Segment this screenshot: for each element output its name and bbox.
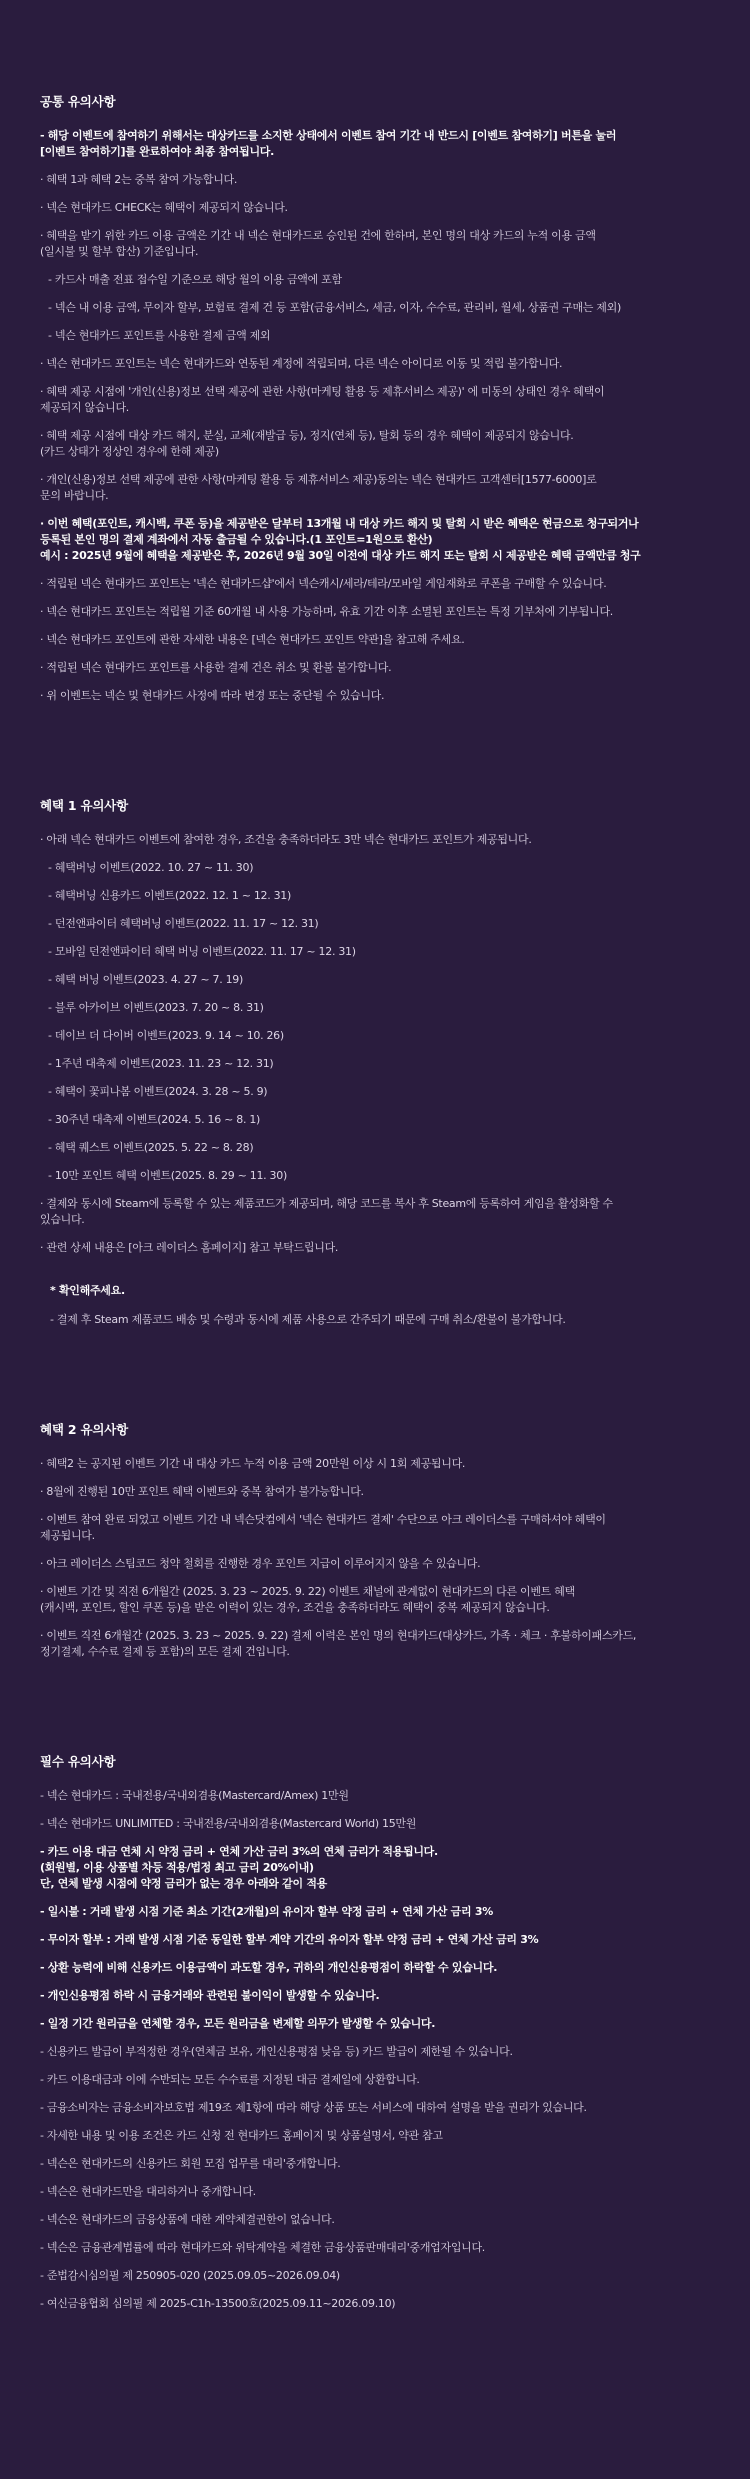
notice-item: · 이벤트 직전 6개월간 (2025. 3. 23 ~ 2025. 9. 22) 결제 이력은 본인 명의 현대카드(대상카드, 가족 · 체크 · 후불하이패스카드, 정기결제, 수수료 결제 등 포함)의 모든 결제 건입니다. [40,1629,637,1658]
section-title: 혜택 1 유의사항 [40,798,129,813]
notice-item: - 해당 이벤트에 참여하기 위해서는 대상카드를 소지한 상태에서 이벤트 참여 기간 내 반드시 [이벤트 참여하기] 버튼을 눌러 [이벤트 참여하기]를 완료하여야 최종 참여됩니다. [40,129,617,158]
confirm-item: - 결제 후 Steam 제품코드 배송 및 수령과 동시에 제품 사용으로 간주되기 때문에 구매 취소/환불이 불가합니다. [50,1313,566,1326]
notice-item: - 1주년 대축제 이벤트(2023. 11. 23 ~ 12. 31) [48,1057,274,1070]
notice-item: - 넥슨 현대카드 : 국내전용/국내외겸용(Mastercard/Amex) 1만원 [40,1789,349,1802]
notice-item: - 무이자 할부 : 거래 발생 시점 기준 동일한 할부 계약 기간의 유이자 할부 약정 금리 + 연체 가산 금리 3% [40,1933,539,1946]
section-title: 혜택 2 유의사항 [40,1422,129,1437]
notice-item: · 혜택 1과 혜택 2는 중복 참여 가능합니다. [40,173,238,186]
notice-item: · 8월에 진행된 10만 포인트 혜택 이벤트와 중복 참여가 불가능합니다. [40,1485,364,1498]
notice-item: - 넥슨은 현대카드의 신용카드 회원 모집 업무를 대리'중개합니다. [40,2157,341,2170]
notice-item: - 상환 능력에 비해 신용카드 이용금액이 과도할 경우, 귀하의 개인신용평점이 하락할 수 있습니다. [40,1961,498,1974]
notice-item: - 던전앤파이터 혜택버닝 이벤트(2022. 11. 17 ~ 12. 31) [48,917,319,930]
notice-item: · 결제와 동시에 Steam에 등록할 수 있는 제품코드가 제공되며, 해당 코드를 복사 후 Steam에 등록하여 게임을 활성화할 수 있습니다. [40,1197,613,1226]
notice-item: · 적립된 넥슨 현대카드 포인트를 사용한 결제 건은 취소 및 환불 불가합니다. [40,661,392,674]
notice-list [40,832,710,1256]
required-notice-section [40,1752,710,2312]
notice-item: · 이번 혜택(포인트, 캐시백, 쿠폰 등)을 제공받은 달부터 13개월 내 대상 카드 해지 및 탈회 시 받은 혜택은 현금으로 청구되거나 등록된 본인 명의 결제 계좌에서 자동 출금될 수 있습니다.(1 포인트=1원으로 환산) 예시 : 2025년 9월에 혜택을 제공받은 후, 2026년 9월 30일 이전에 대상 카드 해지 또는 탈회 시 제공받은 혜택 금액만큼 청구 [40,517,641,562]
notice-item: - 일정 기간 원리금을 연체할 경우, 모든 원리금을 변제할 의무가 발생할 수 있습니다. [40,2017,436,2030]
notice-item: - 블루 아카이브 이벤트(2023. 7. 20 ~ 8. 31) [48,1001,264,1014]
notice-item: - 30주년 대축제 이벤트(2024. 5. 16 ~ 8. 1) [48,1113,261,1126]
notice-item: · 이벤트 기간 및 직전 6개월간 (2025. 3. 23 ~ 2025. 9. 22) 이벤트 채널에 관계없이 현대카드의 다른 이벤트 혜택 (캐시백, 포인트, 할인 쿠폰 등)을 받은 이력이 있는 경우, 조건을 충족하더라도 혜택이 중복 제공되지 않습니다. [40,1585,575,1614]
benefit2-notice-section [40,1420,710,1660]
notice-item: - 넥슨은 금융관계법률에 따라 현대카드와 위탁계약을 체결한 금융상품판매대리'중개업자입니다. [40,2241,486,2254]
notice-item: - 일시불 : 거래 발생 시점 기준 최소 기간(2개월)의 유이자 할부 약정 금리 + 연체 가산 금리 3% [40,1905,493,1918]
notice-item: · 아크 레이더스 스팀코드 청약 철회를 진행한 경우 포인트 지급이 이루어지지 않을 수 있습니다. [40,1557,481,1570]
notice-item: · 관련 상세 내용은 [아크 레이더스 홈페이지] 참고 부탁드립니다. [40,1241,339,1254]
notice-item: · 개인(신용)정보 선택 제공에 관한 사항(마케팅 활용 등 제휴서비스 제공)동의는 넥슨 현대카드 고객센터[1577-6000]로 문의 바랍니다. [40,473,597,502]
notice-item: - 넥슨은 현대카드의 금융상품에 대한 계약체결권한이 없습니다. [40,2213,335,2226]
notice-item: - 혜택 퀘스트 이벤트(2025. 5. 22 ~ 8. 28) [48,1141,254,1154]
notice-item: · 혜택을 받기 위한 카드 이용 금액은 기간 내 넥슨 현대카드로 승인된 건에 한하며, 본인 명의 대상 카드의 누적 이용 금액 (일시불 및 할부 합산) 기준입니다. [40,229,596,258]
notice-item: · 넥슨 현대카드 포인트는 넥슨 현대카드와 연동된 계정에 적립되며, 다른 넥슨 아이디로 이동 및 적립 불가합니다. [40,357,563,370]
benefit1-notice-section [40,796,710,1328]
notice-item: · 위 이벤트는 넥슨 및 현대카드 사정에 따라 변경 또는 중단될 수 있습니다. [40,689,385,702]
notice-item: · 적립된 넥슨 현대카드 포인트는 '넥슨 현대카드샵'에서 넥슨캐시/세라/테라/모바일 게임재화로 쿠폰을 구매할 수 있습니다. [40,577,607,590]
notice-list [40,128,710,704]
notice-item: - 여신금융협회 심의필 제 2025-C1h-13500호(2025.09.11~2026.09.10) [40,2297,396,2310]
notice-item: - 넥슨 내 이용 금액, 무이자 할부, 보험료 결제 건 등 포함(금융서비스, 세금, 이자, 수수료, 관리비, 월세, 상품권 구매는 제외) [48,301,621,314]
notice-item: - 넥슨 현대카드 UNLIMITED : 국내전용/국내외겸용(Mastercard World) 15만원 [40,1817,417,1830]
confirm-title: * 확인해주세요. [50,1284,125,1297]
notice-list [40,1788,710,2312]
notice-item: - 자세한 내용 및 이용 조건은 카드 신청 전 현대카드 홈페이지 및 상품설명서, 약관 참고 [40,2129,443,2142]
common-notice-section [40,92,710,704]
notice-item: - 카드사 매출 전표 접수일 기준으로 해당 월의 이용 금액에 포함 [48,273,342,286]
notice-item: · 혜택2 는 공지된 이벤트 기간 내 대상 카드 누적 이용 금액 20만원 이상 시 1회 제공됩니다. [40,1457,466,1470]
notice-item: - 개인신용평점 하락 시 금융거래와 관련된 불이익이 발생할 수 있습니다. [40,1989,380,2002]
notice-item: · 넥슨 현대카드 포인트에 관한 자세한 내용은 [넥슨 현대카드 포인트 약관]을 참고해 주세요. [40,633,465,646]
notice-item: - 모바일 던전앤파이터 혜택 버닝 이벤트(2022. 11. 17 ~ 12. 31) [48,945,356,958]
notice-item: - 신용카드 발급이 부적정한 경우(연체금 보유, 개인신용평점 낮음 등) 카드 발급이 제한될 수 있습니다. [40,2045,513,2058]
notice-list [40,1456,710,1660]
notice-item: - 혜택이 꽃피나봄 이벤트(2024. 3. 28 ~ 5. 9) [48,1085,268,1098]
notice-item: · 넥슨 현대카드 포인트는 적립월 기준 60개월 내 사용 가능하며, 유효 기간 이후 소멸된 포인트는 특정 기부처에 기부됩니다. [40,605,613,618]
notice-item: - 혜택버닝 이벤트(2022. 10. 27 ~ 11. 30) [48,861,254,874]
notice-item: · 이벤트 참여 완료 되었고 이벤트 기간 내 넥슨닷컴에서 '넥슨 현대카드 결제' 수단으로 아크 레이더스를 구매하셔야 혜택이 제공됩니다. [40,1513,606,1542]
notice-item: - 혜택버닝 신용카드 이벤트(2022. 12. 1 ~ 12. 31) [48,889,292,902]
notice-item: - 혜택 버닝 이벤트(2023. 4. 27 ~ 7. 19) [48,973,243,986]
notice-item: - 넥슨은 현대카드만을 대리하거나 중개합니다. [40,2185,256,2198]
section-title: 필수 유의사항 [40,1754,116,1769]
notice-item: - 넥슨 현대카드 포인트를 사용한 결제 금액 제외 [48,329,271,342]
section-title: 공통 유의사항 [40,94,116,109]
notice-item: - 카드 이용대금과 이에 수반되는 모든 수수료를 지정된 대금 결제일에 상환합니다. [40,2073,420,2086]
notice-item: · 혜택 제공 시점에 대상 카드 해지, 분실, 교체(재발급 등), 정지(연체 등), 탈회 등의 경우 혜택이 제공되지 않습니다. (카드 상태가 정상인 경우에 한해 제공) [40,429,574,458]
notice-item: - 금융소비자는 금융소비자보호법 제19조 제1항에 따라 해당 상품 또는 서비스에 대하여 설명을 받을 권리가 있습니다. [40,2101,587,2114]
notice-item: · 혜택 제공 시점에 '개인(신용)정보 선택 제공에 관한 사항(마케팅 활용 등 제휴서비스 제공)' 에 미동의 상태인 경우 혜택이 제공되지 않습니다. [40,385,605,414]
notice-item: - 데이브 더 다이버 이벤트(2023. 9. 14 ~ 10. 26) [48,1029,284,1042]
notice-item: - 카드 이용 대금 연체 시 약정 금리 + 연체 가산 금리 3%의 연체 금리가 적용됩니다. (회원별, 이용 상품별 차등 적용/법정 최고 금리 20%이내) 단, 연체 발생 시점에 약정 금리가 없는 경우 아래와 같이 적용 [40,1845,438,1890]
notice-item: · 아래 넥슨 현대카드 이벤트에 참여한 경우, 조건을 충족하더라도 3만 넥슨 현대카드 포인트가 제공됩니다. [40,833,532,846]
notice-item: · 넥슨 현대카드 CHECK는 혜택이 제공되지 않습니다. [40,201,288,214]
notice-item: - 준법감시심의필 제 250905-020 (2025.09.05~2026.09.04) [40,2269,340,2282]
notice-item: - 10만 포인트 혜택 이벤트(2025. 8. 29 ~ 11. 30) [48,1169,287,1182]
